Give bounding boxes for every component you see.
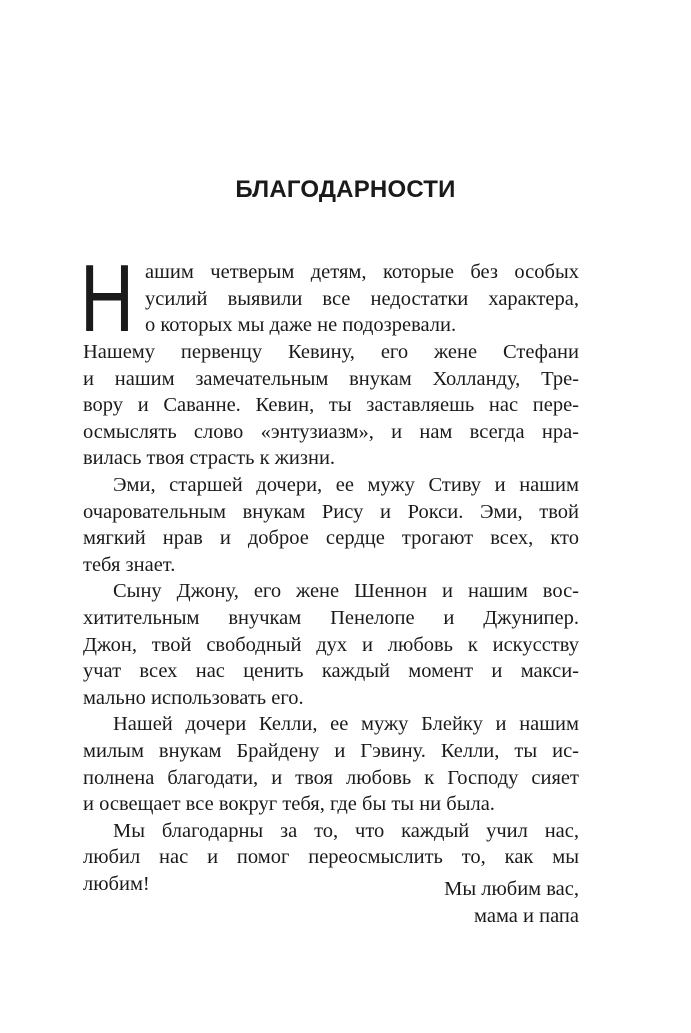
- text-line: Мы благодарны за то, что каждый учил нас,: [113, 819, 579, 842]
- opening-lines: [145, 259, 579, 339]
- text-line: Нашему первенцу Кевину, его жене Стефани: [83, 341, 579, 363]
- signature: [444, 876, 579, 929]
- text-line: и нашим замечательным внукам Холланду, Тре-: [83, 367, 579, 390]
- text-line: вору и Саванне. Кевин, ты заставляешь нас пере-: [83, 394, 579, 417]
- text-line: осмыслять слово «энтузиазм», и нам всегда нра-: [83, 420, 579, 443]
- text-line: усилий выявили все недостатки характера,: [145, 287, 579, 310]
- page-title: БЛАГОДАРНОСТИ: [235, 176, 456, 203]
- text-line: Нашей дочери Келли, ее мужу Блейку и нашим: [113, 713, 579, 736]
- text-line: полнена благодати, и твоя любовь к Господу сияет: [83, 766, 579, 789]
- text-line: любил нас и помог переосмыслить то, как мы: [83, 846, 579, 869]
- text-line: вилась твоя страсть к жизни.: [83, 447, 336, 470]
- text-line: учат всех нас ценить каждый момент и макси-: [83, 660, 579, 683]
- drop-cap: Н: [80, 245, 135, 352]
- text-line: и освещает все вокруг тебя, где бы ты ни была.: [83, 793, 495, 816]
- signature-line: Мы любим вас,: [444, 878, 579, 900]
- text-line: тебя знает.: [83, 553, 176, 576]
- text-line: мягкий нрав и доброе сердце трогают всех, кто: [83, 527, 579, 550]
- signature-line: мама и папа: [474, 904, 579, 927]
- text-line: любим!: [83, 872, 150, 895]
- text-line: хитительным внучкам Пенелопе и Джунипер.: [83, 606, 579, 629]
- text-line: ашим четверым детям, которые без особых: [145, 261, 579, 283]
- text-line: Сыну Джону, его жене Шеннон и нашим вос-: [113, 580, 579, 603]
- text-line: мально использовать его.: [83, 686, 304, 709]
- text-line: очаровательным внукам Рису и Рокси. Эми, твой: [83, 500, 579, 523]
- body-text: [83, 339, 579, 897]
- text-line: милым внукам Брайдену и Гэвину. Келли, ты ис-: [83, 739, 579, 762]
- text-line: Джон, твой свободный дух и любовь к искусству: [83, 633, 579, 656]
- text-line: Эми, старшей дочери, ее мужу Стиву и нашим: [113, 473, 579, 496]
- text-line: о которых мы даже не подозревали.: [145, 314, 457, 337]
